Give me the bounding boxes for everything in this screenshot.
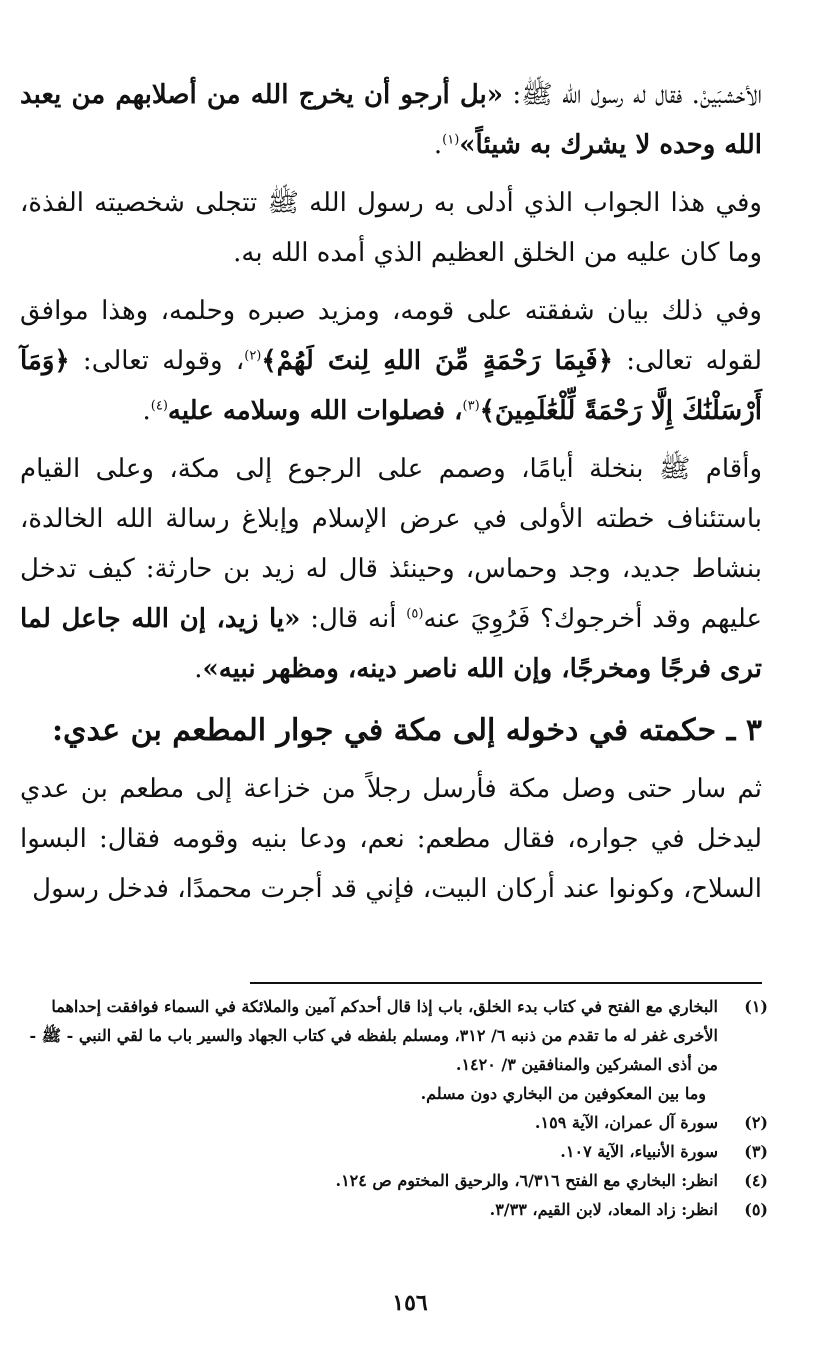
hadith-quote: «يا زيد، إن الله جاعل لما ترى فرجًا ومخرجًا، وإن الله ناصر دينه، ومظهر نبيه»: [20, 604, 762, 684]
footnote-number: (٥): [744, 1200, 768, 1219]
text-run: ، وقوله تعالى:: [69, 346, 245, 376]
footnote-1: [20, 992, 768, 1079]
text-run: وفي هذا الجواب الذي أدلى به رسول الله ﷺ تتجلى شخصيته الفذة، وما كان عليه من الخلق العظيم الذي أمده الله به.: [20, 188, 762, 268]
footnote-4: [20, 1166, 768, 1195]
footnote-ref: (٥): [406, 606, 424, 622]
text-run: الأخشبَينْ. فقال له رسول الله ﷺ:: [503, 80, 762, 110]
text-run: وأقام ﷺ بنخلة أيامًا، وصمم على الرجوع إلى مكة، وعلى القيام باستئناف خطته الأولى في عرض الإسلام وإبلاغ رسالة الله الخالدة، بنشاط جديد، وجد وحماس، وحينئذ قال له زيد بن حارثة: كيف تدخل عليهم وقد أخرجوك؟ فَرُوِيَ عنه: [20, 454, 762, 634]
paragraph-3: [20, 286, 762, 436]
footnote-number: (٢): [744, 1113, 768, 1132]
paragraph-2: [20, 178, 762, 278]
section-heading: ٣ ـ حكمته في دخوله إلى مكة في جوار المطعم بن عدي:: [51, 713, 762, 748]
footnote-text: انظر: البخاري مع الفتح ٦/٣١٦، والرحيق المختوم ص ١٢٤.: [335, 1171, 718, 1190]
text-run: .: [142, 396, 151, 426]
footnote-ref: (٢): [244, 348, 262, 364]
paragraph-5: [20, 764, 762, 914]
quran-verse: ﴿وَمَآ أَرْسَلْنَٰكَ إِلَّا رَحْمَةً لِّلْعَٰلَمِينَ﴾: [20, 346, 762, 426]
footnote-ref: (١): [442, 132, 460, 148]
footnote-separator: [250, 982, 762, 984]
footnote-text: سورة آل عمران، الآية ١٥٩.: [534, 1113, 718, 1132]
salutation: ، فصلوات الله وسلامه عليه: [167, 396, 463, 426]
footnote-1-note: وما بين المعكوفين من البخاري دون مسلم.: [420, 1084, 706, 1103]
footnote-ref: (٣): [462, 398, 480, 414]
text-run: ثم سار حتى وصل مكة فأرسل رجلاً من خزاعة إلى مطعم بن عدي ليدخل في جواره، فقال مطعم: نعم، ودعا بنيه وقومه فقال: البسوا السلاح، وكونوا عند أركان البيت، فإني قد أجرت محمدًا، فدخل رسول: [20, 774, 762, 904]
footnote-ref: (٤): [150, 398, 168, 414]
hadith-quote: «بل أرجو أن يخرج الله من أصلابهم من يعبد الله وحده لا يشرك به شيئاً»: [20, 80, 762, 160]
footnote-number: (١): [744, 997, 768, 1016]
footnote-text: سورة الأنبياء، الآية ١٠٧.: [560, 1142, 718, 1161]
text-run: .: [433, 130, 443, 160]
body-text: [20, 70, 762, 922]
footnote-5: [20, 1195, 768, 1224]
quran-verse: ﴿فَبِمَا رَحْمَةٍ مِّنَ اللهِ لِنتَ لَهُمْ﴾: [261, 346, 613, 376]
paragraph-1: [20, 70, 762, 170]
footnote-2: [20, 1108, 768, 1137]
page-number: ١٥٦: [392, 1290, 428, 1316]
text-run: أنه قال:: [300, 604, 407, 634]
footnote-number: (٤): [744, 1171, 768, 1190]
paragraph-4: [20, 444, 762, 694]
footnote-text: انظر: زاد المعاد، لابن القيم، ٣/٣٣.: [489, 1200, 718, 1219]
footnote-3: [20, 1137, 768, 1166]
text-run: وفي ذلك بيان شفقته على قومه، ومزيد صبره وحلمه، وهذا موافق لقوله تعالى:: [20, 296, 762, 376]
footnotes: [20, 992, 768, 1224]
footnote-text: البخاري مع الفتح في كتاب بدء الخلق، باب إذا قال أحدكم آمين والملائكة في السماء فوافقت إحداهما الأخرى غفر له ما تقدم من ذنبه ٦/ ٣١٢، ومسلم بلفظه في كتاب الجهاد والسير باب ما لقي النبي - ﷺ - من أذى المشركين والمنافقين ٣/ ١٤٢٠.: [29, 997, 718, 1074]
text-run: .: [194, 654, 203, 684]
footnote-number: (٣): [744, 1142, 768, 1161]
